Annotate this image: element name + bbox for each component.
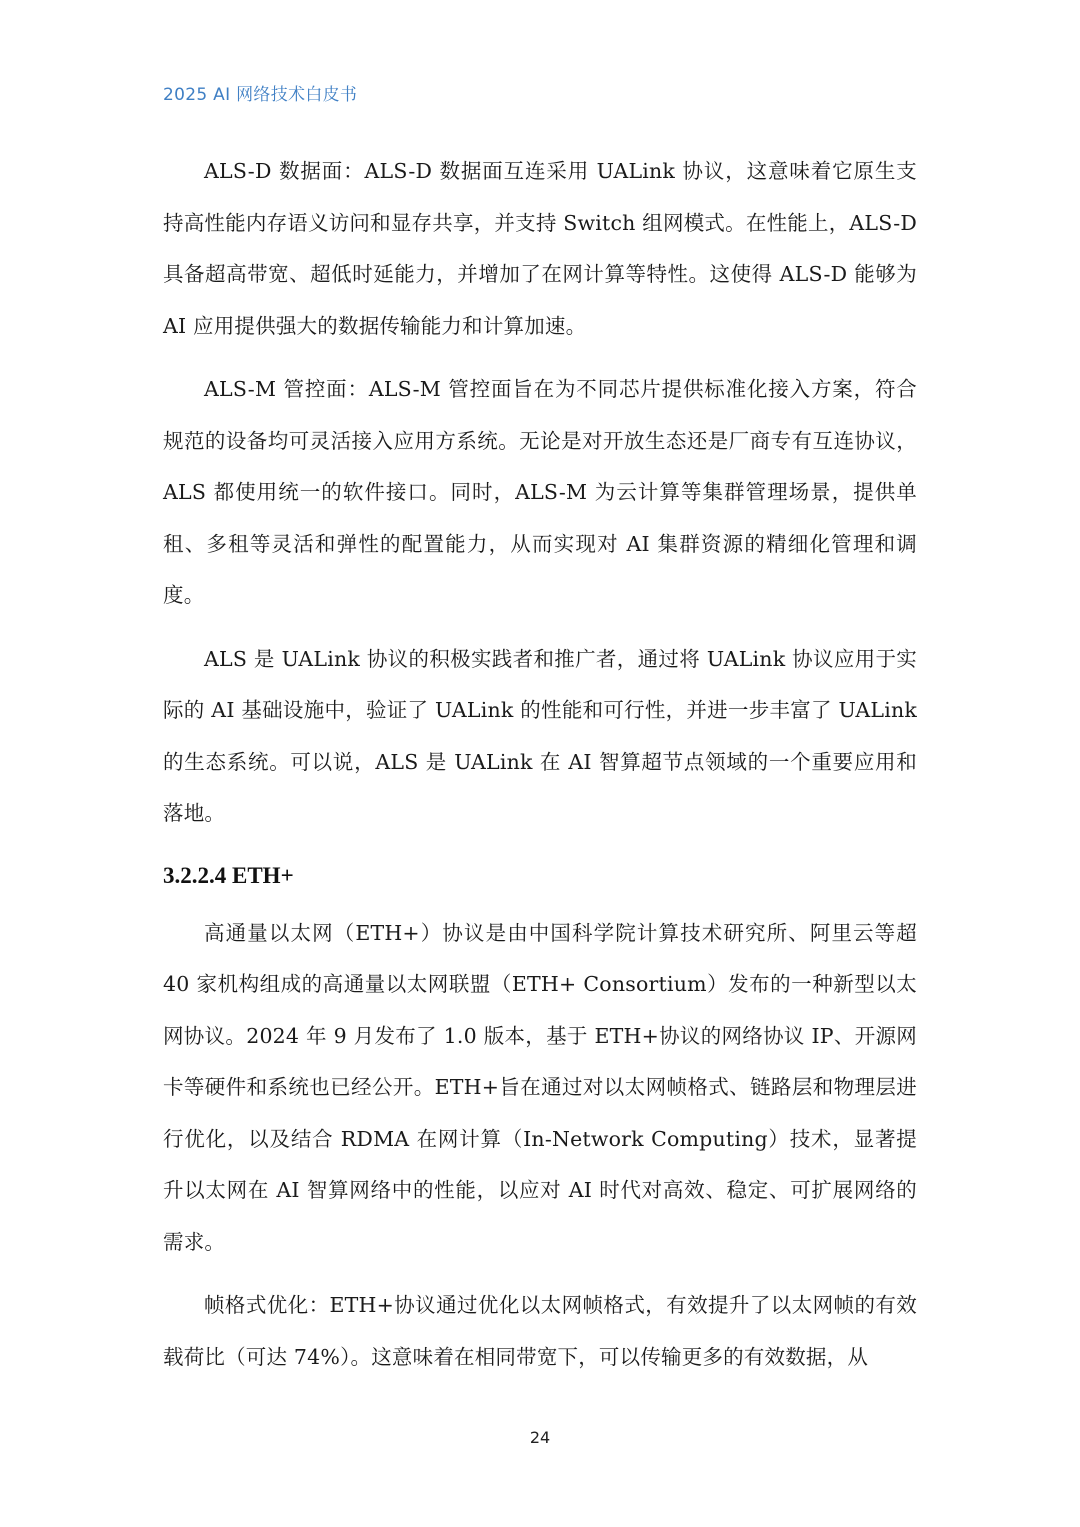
- section-heading-eth-plus: 3.2.2.4 ETH+: [163, 862, 294, 888]
- paragraph-als-m: ALS-M 管控面：ALS-M 管控面旨在为不同芯片提供标准化接入方案，符合规范的设备均可灵活接入应用方系统。无论是对开放生态还是厂商专有互连协议，ALS 都使用统一的软件接口。同时，ALS-M 为云计算等集群管理场景，提供单租、多租等灵活和弹性的配置能力，从而实现对 AI 集群资源的精细化管理和调度。: [163, 377, 917, 607]
- paragraph-als-ualink: ALS 是 UALink 协议的积极实践者和推广者，通过将 UALink 协议应用于实际的 AI 基础设施中，验证了 UALink 的性能和可行性，并进一步丰富了 UALink 的生态系统。可以说，ALS 是 UALink 在 AI 智算超节点领域的一个重要应用和落地。: [163, 646, 917, 825]
- paragraph-als-d: ALS-D 数据面：ALS-D 数据面互连采用 UALink 协议，这意味着它原生支持高性能内存语义访问和显存共享，并支持 Switch 组网模式。在性能上，ALS-D 具备超高带宽、超低时延能力，并增加了在网计算等特性。这使得 ALS-D 能够为 AI 应用提供强大的数据传输能力和计算加速。: [163, 159, 917, 338]
- page-number: 24: [529, 1428, 551, 1447]
- page-body: [163, 146, 917, 1395]
- paragraph-frame-format: 帧格式优化：ETH+协议通过优化以太网帧格式，有效提升了以太网帧的有效载荷比（可达 74%）。这意味着在相同带宽下，可以传输更多的有效数据，从: [163, 1293, 917, 1369]
- running-header: 2025 AI 网络技术白皮书: [163, 85, 358, 105]
- paragraph-eth-plus-intro: 高通量以太网（ETH+）协议是由中国科学院计算技术研究所、阿里云等超 40 家机构组成的高通量以太网联盟（ETH+ Consortium）发布的一种新型以太网协议。2024 年 9 月发布了 1.0 版本，基于 ETH+协议的网络协议 IP、开源网卡等硬件和系统也已经公开。ETH+旨在通过对以太网帧格式、链路层和物理层进行优化，以及结合 RDMA 在网计算（In-Network Computing）技术，显著提升以太网在 AI 智算网络中的性能，以应对 AI 时代对高效、稳定、可扩展网络的需求。: [163, 920, 917, 1254]
